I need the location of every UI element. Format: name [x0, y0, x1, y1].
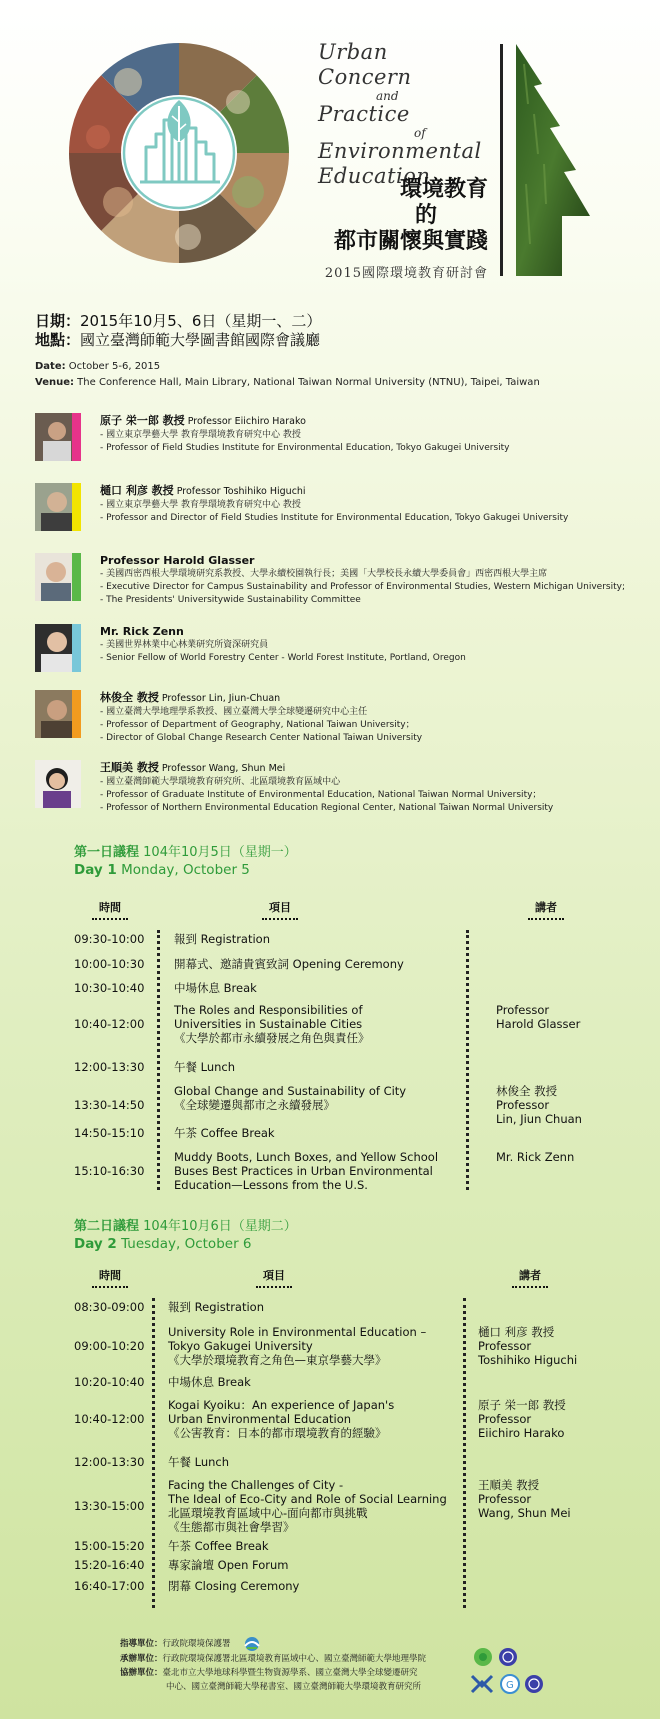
host-label: 承辦單位： — [120, 1654, 163, 1664]
speaker-detail: - 美國西密西根大學環境研究系教授、大學永續校園執行長；美國「大學校長永續大學委員會」西密西根大學主席 — [100, 569, 548, 579]
agenda-time: 10:20-10:40 — [74, 1375, 145, 1389]
day2-header-time — [92, 1267, 128, 1288]
title-cn-line: 都市關懷與實踐 — [333, 228, 488, 254]
agenda-speaker-line: Professor — [478, 1492, 532, 1506]
agenda-row — [74, 1325, 634, 1367]
agenda-item-line: 報到 Registration — [174, 932, 271, 946]
agenda-item-line: Global Change and Sustainability of City — [174, 1084, 407, 1098]
speaker-photo — [35, 760, 81, 808]
agenda-item — [168, 1539, 269, 1553]
venue-cn — [35, 331, 635, 350]
agenda-time: 12:00-13:30 — [74, 1455, 145, 1469]
speaker-photo — [35, 553, 81, 601]
agenda-item-line: 開幕式、邀請貴賓致詞 Opening Ceremony — [174, 957, 404, 971]
agenda-time: 10:40-12:00 — [74, 1412, 145, 1426]
day1-header-speaker — [528, 899, 564, 920]
day1-title-en — [74, 861, 297, 879]
agenda-speaker-line: Toshihiko Higuchi — [478, 1353, 578, 1367]
header-label: 時間 — [99, 1269, 121, 1282]
day2-title-en — [74, 1235, 297, 1253]
speaker-info — [100, 690, 660, 745]
co-unit-cont: 中心、國立臺灣師範大學秘書室、國立臺灣師範大學環境教育研究所 — [166, 1682, 422, 1692]
agenda-item — [174, 957, 404, 971]
agenda-item-line: 《公害教育：日本的都市環境教育的經驗》 — [168, 1426, 387, 1440]
day1-title — [74, 844, 297, 879]
agenda-speaker — [496, 1150, 574, 1164]
speaker-detail: - Professor of Northern Environmental Education Regional Center, National Taiwan Normal University — [100, 803, 554, 813]
speaker-info — [100, 760, 660, 815]
svg-text:G: G — [506, 1680, 514, 1691]
speaker-detail: - 國立東京學藝大學 教育學環境教育研究中心 教授 — [100, 430, 301, 440]
day2-header-speaker — [512, 1267, 548, 1288]
speaker-detail: - 國立臺灣大學地理學系教授、國立臺灣大學全球變遷研究中心主任 — [100, 707, 368, 717]
speaker-name-en: Professor Lin, Jiun-Chuan — [158, 693, 281, 704]
agenda-item-line: Buses Best Practices in Urban Environmental — [174, 1164, 433, 1178]
agenda-time: 12:00-13:30 — [74, 1060, 145, 1074]
agenda-row — [74, 1060, 634, 1074]
agenda-speaker — [496, 1084, 582, 1126]
speaker-name-cn: 林俊全 教授 — [100, 691, 159, 704]
speaker-photo — [35, 483, 81, 531]
date-cn-value: 2015年10月5、6日（星期一、二） — [80, 312, 322, 330]
speaker-info — [100, 483, 660, 525]
venue-cn-label: 地點： — [35, 331, 81, 349]
agenda-speaker — [478, 1325, 577, 1367]
agenda-time: 09:00-10:20 — [74, 1339, 145, 1353]
day2-date-cn: 104年10月6日（星期二） — [139, 1219, 297, 1234]
title-cn — [318, 176, 488, 254]
day2-date-en: Tuesday, October 6 — [116, 1236, 252, 1252]
agenda-item-line: 《大學於環境教育之角色—東京學藝大學》 — [168, 1353, 387, 1367]
speaker-info — [100, 624, 660, 665]
speaker-card — [35, 553, 635, 607]
agenda-item-line: 午餐 Lunch — [174, 1060, 236, 1074]
guide-value: 行政院環境保護署 — [162, 1639, 231, 1649]
venue-en-label: Venue: — [35, 377, 74, 388]
agenda-item-line: University Role in Environmental Education – — [168, 1325, 427, 1339]
epa-logo-icon — [241, 1636, 263, 1652]
day2-title — [74, 1218, 297, 1253]
agenda-item-line: Muddy Boots, Lunch Boxes, and Yellow School — [174, 1150, 439, 1164]
agenda-speaker-line: Lin, Jiun Chuan — [496, 1112, 582, 1126]
host-value: 行政院環境保護署北區環境教育區域中心、國立臺灣師範大學地理學院 — [162, 1654, 427, 1664]
agenda-item-line: 《大學於都市永續發展之角色與責任》 — [174, 1031, 370, 1045]
title-en-line: Urban — [318, 40, 388, 64]
agenda-item-line: Kogai Kyoiku：An experience of Japan's — [168, 1398, 395, 1412]
agenda-item-line: 《生態都市與社會學習》 — [168, 1520, 295, 1534]
date-cn — [35, 312, 635, 331]
speaker-name — [100, 690, 660, 706]
date-en-label: Date: — [35, 361, 66, 372]
agenda-speaker-line: Mr. Rick Zenn — [496, 1150, 575, 1164]
agenda-speaker — [478, 1478, 571, 1520]
day1-label-en: Day 1 — [74, 862, 117, 878]
agenda-time: 13:30-15:00 — [74, 1499, 145, 1513]
agenda-item — [168, 1375, 251, 1389]
agenda-time: 15:00-15:20 — [74, 1539, 145, 1553]
day1-date-cn: 104年10月5日（星期一） — [139, 845, 297, 860]
agenda-item-line: 北區環境教育區域中心-面向都市與挑戰 — [168, 1506, 368, 1520]
header — [0, 0, 660, 290]
co-value-1: 臺北市立大學地球科學暨生物資源學系、國立臺灣大學全球變遷研究 — [162, 1668, 418, 1678]
day1-header-item — [262, 899, 298, 920]
agenda-row — [74, 1126, 634, 1140]
agenda-item — [168, 1398, 394, 1440]
co-host-logos-icon — [470, 1672, 560, 1696]
agenda-time: 10:00-10:30 — [74, 957, 145, 971]
guide-unit — [120, 1636, 640, 1652]
speaker-card — [35, 690, 635, 744]
agenda-speaker-line: 原子 栄一郎 教授 — [478, 1398, 566, 1412]
agenda-speaker-line: 林俊全 教授 — [496, 1084, 558, 1098]
agenda-time: 08:30-09:00 — [74, 1300, 145, 1314]
speaker-name-cn: 樋口 利彦 教授 — [100, 484, 174, 497]
speaker-name — [100, 760, 660, 776]
agenda-time: 10:30-10:40 — [74, 981, 145, 995]
speaker-detail: - Executive Director for Campus Sustainability and Professor of Environmental Studies, Western Michigan University; — [100, 582, 625, 592]
agenda-speaker-line: Professor — [496, 1098, 550, 1112]
speaker-detail: - Professor of Department of Geography, National Taiwan University； — [100, 720, 415, 730]
agenda-row — [74, 1539, 634, 1553]
agenda-item — [168, 1558, 289, 1572]
agenda-item — [168, 1325, 426, 1367]
speaker-photo — [35, 413, 81, 461]
agenda-item — [168, 1300, 264, 1314]
agenda-speaker-line: 王順美 教授 — [478, 1478, 540, 1492]
agenda-item — [174, 1084, 406, 1112]
speaker-name-cn: 王順美 教授 — [100, 761, 159, 774]
speaker-name-en: Professor Toshihiko Higuchi — [173, 486, 306, 497]
tree-icon — [514, 44, 594, 276]
date-cn-label: 日期： — [35, 312, 81, 330]
guide-label: 指導單位： — [120, 1639, 163, 1649]
agenda-row — [74, 1579, 634, 1593]
agenda-item-line: The Roles and Responsibilities of — [174, 1003, 363, 1017]
speaker-name-en: Professor Eiichiro Harako — [184, 416, 306, 427]
speaker-card — [35, 624, 635, 678]
host-logos-icon — [472, 1646, 522, 1668]
agenda-time: 09:30-10:00 — [74, 932, 145, 946]
speaker-detail: - The Presidents' Universitywide Sustainability Committee — [100, 595, 361, 605]
agenda-item — [174, 1150, 438, 1192]
agenda-speaker-line: Professor — [496, 1003, 550, 1017]
agenda-item-line: 中場休息 Break — [174, 981, 257, 995]
header-label: 項目 — [263, 1269, 285, 1282]
agenda-item — [174, 1060, 235, 1074]
agenda-item — [174, 1126, 275, 1140]
agenda-time: 16:40-17:00 — [74, 1579, 145, 1593]
title-en-line: Environmental — [318, 139, 482, 163]
speaker-detail: - Professor of Graduate Institute of Environmental Education, National Taiwan Normal University； — [100, 790, 542, 800]
photo-collage-circle — [68, 42, 290, 264]
co-label: 協辦單位： — [120, 1668, 163, 1678]
speaker-name — [100, 483, 660, 499]
agenda-speaker-line: Wang, Shun Mei — [478, 1506, 571, 1520]
agenda-item-line: 專家論壇 Open Forum — [168, 1558, 289, 1572]
speaker-detail: - 國立東京學藝大學 教育學環境教育研究中心 教授 — [100, 500, 301, 510]
agenda-item — [168, 1455, 229, 1469]
agenda-time: 15:10-16:30 — [74, 1164, 145, 1178]
agenda-speaker-line: Harold Glasser — [496, 1017, 581, 1031]
title-en-line — [318, 65, 488, 90]
agenda-item-line: 報到 Registration — [168, 1300, 265, 1314]
agenda-row — [74, 1455, 634, 1469]
agenda-item — [168, 1478, 447, 1534]
speaker-detail: - 美國世界林業中心林業研究所資深研究員 — [100, 640, 269, 650]
speaker-name-cn: Professor Harold Glasser — [100, 554, 255, 567]
speaker-info — [100, 413, 660, 455]
header-label: 項目 — [269, 901, 291, 914]
agenda-row — [74, 981, 634, 995]
title-en-small: and — [376, 89, 399, 103]
speaker-detail: - Senior Fellow of World Forestry Center - World Forest Institute, Portland, Oregon — [100, 653, 466, 663]
agenda-item-line: 中場休息 Break — [168, 1375, 251, 1389]
host-unit — [120, 1652, 640, 1666]
title-cn-line: 的 — [414, 202, 437, 228]
agenda-speaker-line: Eiichiro Harako — [478, 1426, 565, 1440]
co-unit — [120, 1666, 640, 1680]
day1-date-en: Monday, October 5 — [116, 862, 250, 878]
venue-cn-value: 國立臺灣師範大學圖書館國際會議廳 — [80, 331, 321, 349]
agenda-time: 15:20-16:40 — [74, 1558, 145, 1572]
agenda-row — [74, 1150, 634, 1192]
agenda-time: 13:30-14:50 — [74, 1098, 145, 1112]
day1-label-cn: 第一日議程 — [74, 845, 140, 860]
speaker-card — [35, 483, 635, 537]
day1-title-cn — [74, 844, 297, 861]
agenda-row — [74, 1375, 634, 1389]
agenda-row — [74, 1398, 634, 1440]
speaker-photo — [35, 690, 81, 738]
day2-label-cn: 第二日議程 — [74, 1219, 140, 1234]
agenda-row — [74, 1478, 634, 1534]
header-label: 講者 — [519, 1269, 541, 1282]
title-en-line: Education — [318, 164, 431, 188]
speaker-detail: - Professor of Field Studies Institute for Environmental Education, Tokyo Gakugei University — [100, 443, 510, 453]
agenda-row — [74, 1300, 634, 1314]
agenda-speaker-line: Professor — [478, 1339, 532, 1353]
agenda-item-line: 《全球變遷與都市之永續發展》 — [174, 1098, 335, 1112]
title-en — [318, 40, 488, 189]
agenda-item-line: 午餐 Lunch — [168, 1455, 230, 1469]
title-en-small: of — [414, 126, 426, 140]
event-details — [35, 312, 635, 391]
venue-en-value: The Conference Hall, Main Library, National Taiwan Normal University (NTNU), Taipei, Taiwan — [74, 377, 540, 388]
agenda-item — [174, 932, 270, 946]
speaker-name — [100, 413, 660, 429]
subtitle-cn: 2015國際環境教育研討會 — [324, 266, 488, 281]
speaker-name-en: Professor Wang, Shun Mei — [158, 763, 286, 774]
agenda-time: 10:40-12:00 — [74, 1017, 145, 1031]
collage-graphic — [68, 42, 290, 264]
speaker-name — [100, 553, 660, 568]
agenda-row — [74, 1003, 634, 1045]
title-en-line: Practice — [318, 102, 410, 126]
speaker-detail: - 國立臺灣師範大學環境教育研究所、北區環境教育區域中心 — [100, 777, 341, 787]
venue-en — [35, 375, 635, 391]
header-label: 講者 — [535, 901, 557, 914]
speaker-name-cn: Mr. Rick Zenn — [100, 625, 184, 638]
organizers — [120, 1636, 640, 1694]
speaker-name — [100, 624, 660, 639]
header-label: 時間 — [99, 901, 121, 914]
day1-header-time — [92, 899, 128, 920]
agenda-row — [74, 957, 634, 971]
agenda-item — [174, 981, 257, 995]
agenda-time: 14:50-15:10 — [74, 1126, 145, 1140]
day2-header-item — [256, 1267, 292, 1288]
speaker-detail: - Professor and Director of Field Studies Institute for Environmental Education, Tokyo Gakugei University — [100, 513, 569, 523]
agenda-item-line: The Ideal of Eco-City and Role of Social Learning — [168, 1492, 447, 1506]
agenda-item — [174, 1003, 370, 1045]
speaker-detail: - Director of Global Change Research Center National Taiwan University — [100, 733, 423, 743]
agenda-row — [74, 1558, 634, 1572]
agenda-item-line: Urban Environmental Education — [168, 1412, 352, 1426]
agenda-item-line: 閉幕 Closing Ceremony — [168, 1579, 300, 1593]
speaker-card — [35, 413, 635, 467]
title-en-concern: Concern — [318, 65, 412, 89]
agenda-item-line: Facing the Challenges of City - — [168, 1478, 344, 1492]
speaker-card — [35, 760, 635, 814]
agenda-row — [74, 1084, 634, 1126]
speaker-name-cn: 原子 栄一郎 教授 — [100, 414, 185, 427]
agenda-speaker-line: 樋口 利彦 教授 — [478, 1325, 555, 1339]
agenda-item-line: Education—Lessons from the U.S. — [174, 1178, 368, 1192]
agenda-speaker — [496, 1003, 580, 1031]
day2-label-en: Day 2 — [74, 1236, 117, 1252]
day2-title-cn — [74, 1218, 297, 1235]
agenda-item-line: 午茶 Coffee Break — [174, 1126, 275, 1140]
date-en — [35, 359, 635, 375]
agenda-speaker-line: Professor — [478, 1412, 532, 1426]
title-divider — [500, 44, 503, 276]
agenda-item-line: 午茶 Coffee Break — [168, 1539, 269, 1553]
agenda-item-line: Tokyo Gakugei University — [168, 1339, 313, 1353]
agenda-item-line: Universities in Sustainable Cities — [174, 1017, 363, 1031]
agenda-row — [74, 932, 634, 946]
agenda-speaker — [478, 1398, 566, 1440]
title-cn-line: 環境教育 — [399, 176, 488, 202]
speaker-info — [100, 553, 660, 607]
date-en-value: October 5-6, 2015 — [65, 361, 161, 372]
agenda-item — [168, 1579, 299, 1593]
speaker-photo — [35, 624, 81, 672]
